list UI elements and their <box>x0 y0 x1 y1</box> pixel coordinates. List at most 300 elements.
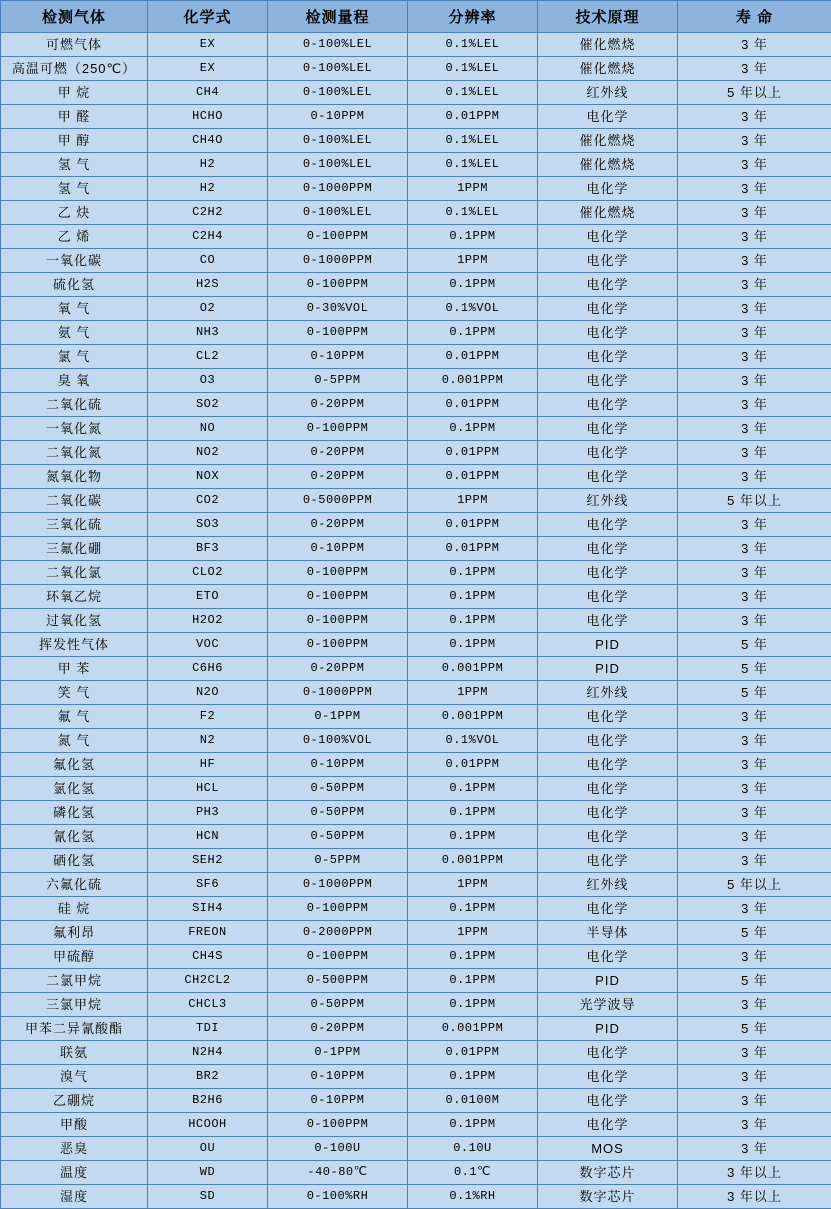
cell-range: 0-2000PPM <box>268 921 408 945</box>
cell-formula: HF <box>148 753 268 777</box>
cell-gas: 挥发性气体 <box>1 633 148 657</box>
cell-resolution: 0.1PPM <box>408 969 538 993</box>
cell-formula: TDI <box>148 1017 268 1041</box>
cell-lifespan: 3 年 <box>678 225 831 249</box>
table-row <box>1 897 831 921</box>
cell-lifespan: 3 年 <box>678 513 831 537</box>
cell-resolution: 0.1PPM <box>408 417 538 441</box>
table-row <box>1 945 831 969</box>
cell-technology: 电化学 <box>538 321 678 345</box>
cell-range: 0-50PPM <box>268 777 408 801</box>
table-row <box>1 657 831 681</box>
cell-range: 0-100PPM <box>268 585 408 609</box>
cell-formula: FREON <box>148 921 268 945</box>
cell-gas: 过氧化氢 <box>1 609 148 633</box>
cell-gas: 甲 醇 <box>1 129 148 153</box>
table-row <box>1 1185 831 1209</box>
cell-lifespan: 3 年 <box>678 201 831 225</box>
table-row <box>1 1017 831 1041</box>
cell-formula: NO2 <box>148 441 268 465</box>
cell-lifespan: 5 年 <box>678 921 831 945</box>
cell-technology: PID <box>538 969 678 993</box>
cell-range: 0-5PPM <box>268 849 408 873</box>
cell-technology: 红外线 <box>538 873 678 897</box>
table-row <box>1 1137 831 1161</box>
cell-technology: 电化学 <box>538 945 678 969</box>
cell-lifespan: 3 年 <box>678 297 831 321</box>
cell-formula: B2H6 <box>148 1089 268 1113</box>
table-row <box>1 513 831 537</box>
cell-technology: 光学波导 <box>538 993 678 1017</box>
cell-lifespan: 3 年以上 <box>678 1185 831 1209</box>
cell-range: 0-10PPM <box>268 105 408 129</box>
table-row <box>1 249 831 273</box>
cell-gas: 氟 气 <box>1 705 148 729</box>
cell-lifespan: 3 年 <box>678 345 831 369</box>
cell-technology: 电化学 <box>538 513 678 537</box>
cell-resolution: 0.10U <box>408 1137 538 1161</box>
cell-resolution: 0.001PPM <box>408 1017 538 1041</box>
cell-lifespan: 3 年 <box>678 417 831 441</box>
cell-technology: 半导体 <box>538 921 678 945</box>
cell-technology: 电化学 <box>538 777 678 801</box>
cell-formula: C6H6 <box>148 657 268 681</box>
table-row <box>1 801 831 825</box>
cell-formula: HCHO <box>148 105 268 129</box>
table-row <box>1 57 831 81</box>
cell-lifespan: 3 年 <box>678 465 831 489</box>
cell-resolution: 0.01PPM <box>408 753 538 777</box>
cell-lifespan: 3 年 <box>678 825 831 849</box>
cell-technology: 电化学 <box>538 1041 678 1065</box>
cell-gas: 甲 烷 <box>1 81 148 105</box>
table-row <box>1 321 831 345</box>
cell-gas: 氢 气 <box>1 177 148 201</box>
cell-resolution: 0.1PPM <box>408 273 538 297</box>
cell-lifespan: 3 年 <box>678 33 831 57</box>
table-row <box>1 777 831 801</box>
cell-resolution: 0.1%VOL <box>408 729 538 753</box>
cell-technology: 电化学 <box>538 249 678 273</box>
cell-resolution: 1PPM <box>408 921 538 945</box>
cell-resolution: 0.1%VOL <box>408 297 538 321</box>
cell-range: 0-100PPM <box>268 225 408 249</box>
cell-range: 0-100PPM <box>268 561 408 585</box>
cell-technology: 电化学 <box>538 801 678 825</box>
cell-range: 0-100PPM <box>268 945 408 969</box>
cell-technology: 电化学 <box>538 417 678 441</box>
cell-lifespan: 3 年 <box>678 993 831 1017</box>
cell-gas: 氰化氢 <box>1 825 148 849</box>
header-cell-lifespan: 寿 命 <box>678 1 831 33</box>
cell-gas: 甲苯二异氰酸酯 <box>1 1017 148 1041</box>
cell-range: 0-100%RH <box>268 1185 408 1209</box>
cell-resolution: 1PPM <box>408 177 538 201</box>
cell-gas: 臭 氧 <box>1 369 148 393</box>
cell-lifespan: 3 年 <box>678 393 831 417</box>
table-row <box>1 393 831 417</box>
cell-gas: 甲 苯 <box>1 657 148 681</box>
cell-resolution: 0.1PPM <box>408 321 538 345</box>
cell-resolution: 0.1%LEL <box>408 129 538 153</box>
cell-formula: CO2 <box>148 489 268 513</box>
cell-technology: 催化燃烧 <box>538 201 678 225</box>
table-row <box>1 81 831 105</box>
cell-resolution: 0.1PPM <box>408 825 538 849</box>
cell-technology: 电化学 <box>538 297 678 321</box>
table-row <box>1 609 831 633</box>
cell-gas: 高温可燃（250℃） <box>1 57 148 81</box>
cell-range: 0-5PPM <box>268 369 408 393</box>
table-row <box>1 969 831 993</box>
cell-resolution: 0.0100M <box>408 1089 538 1113</box>
cell-resolution: 1PPM <box>408 873 538 897</box>
cell-lifespan: 3 年 <box>678 249 831 273</box>
table-row <box>1 993 831 1017</box>
cell-range: 0-20PPM <box>268 465 408 489</box>
cell-formula: CL2 <box>148 345 268 369</box>
cell-formula: CH2CL2 <box>148 969 268 993</box>
cell-gas: 可燃气体 <box>1 33 148 57</box>
cell-range: 0-100%LEL <box>268 153 408 177</box>
cell-range: 0-100%LEL <box>268 57 408 81</box>
cell-technology: 电化学 <box>538 585 678 609</box>
table-row <box>1 753 831 777</box>
cell-gas: 乙硼烷 <box>1 1089 148 1113</box>
cell-formula: H2 <box>148 153 268 177</box>
cell-lifespan: 5 年以上 <box>678 873 831 897</box>
cell-gas: 二氯甲烷 <box>1 969 148 993</box>
cell-range: 0-50PPM <box>268 993 408 1017</box>
cell-technology: 数字芯片 <box>538 1185 678 1209</box>
cell-range: 0-50PPM <box>268 801 408 825</box>
cell-lifespan: 5 年以上 <box>678 489 831 513</box>
cell-formula: CO <box>148 249 268 273</box>
cell-resolution: 0.1%RH <box>408 1185 538 1209</box>
header-row <box>1 1 831 33</box>
cell-lifespan: 3 年 <box>678 57 831 81</box>
cell-lifespan: 3 年 <box>678 801 831 825</box>
cell-technology: 电化学 <box>538 393 678 417</box>
cell-range: 0-5000PPM <box>268 489 408 513</box>
cell-formula: HCOOH <box>148 1113 268 1137</box>
cell-formula: SEH2 <box>148 849 268 873</box>
cell-formula: CHCL3 <box>148 993 268 1017</box>
cell-formula: BF3 <box>148 537 268 561</box>
cell-gas: 硫化氢 <box>1 273 148 297</box>
cell-lifespan: 3 年 <box>678 369 831 393</box>
table-row <box>1 1041 831 1065</box>
cell-lifespan: 3 年 <box>678 273 831 297</box>
cell-resolution: 0.1PPM <box>408 777 538 801</box>
cell-resolution: 0.1PPM <box>408 561 538 585</box>
cell-range: 0-1000PPM <box>268 177 408 201</box>
cell-technology: 电化学 <box>538 609 678 633</box>
cell-formula: O3 <box>148 369 268 393</box>
cell-technology: 电化学 <box>538 345 678 369</box>
cell-lifespan: 3 年 <box>678 537 831 561</box>
cell-range: 0-100PPM <box>268 633 408 657</box>
cell-gas: 六氟化硫 <box>1 873 148 897</box>
cell-technology: 电化学 <box>538 1089 678 1113</box>
cell-resolution: 0.1PPM <box>408 945 538 969</box>
table-row <box>1 585 831 609</box>
cell-range: 0-1000PPM <box>268 681 408 705</box>
cell-resolution: 0.1PPM <box>408 225 538 249</box>
cell-lifespan: 3 年 <box>678 849 831 873</box>
cell-range: 0-1000PPM <box>268 249 408 273</box>
cell-range: 0-10PPM <box>268 1065 408 1089</box>
header-cell-range: 检测量程 <box>268 1 408 33</box>
cell-gas: 湿度 <box>1 1185 148 1209</box>
cell-formula: N2 <box>148 729 268 753</box>
cell-technology: 红外线 <box>538 489 678 513</box>
cell-technology: 电化学 <box>538 1065 678 1089</box>
table-row <box>1 105 831 129</box>
cell-gas: 氧 气 <box>1 297 148 321</box>
cell-lifespan: 5 年 <box>678 657 831 681</box>
cell-gas: 乙 烯 <box>1 225 148 249</box>
cell-gas: 甲 醛 <box>1 105 148 129</box>
cell-lifespan: 3 年 <box>678 945 831 969</box>
cell-lifespan: 5 年 <box>678 1017 831 1041</box>
cell-formula: EX <box>148 57 268 81</box>
cell-formula: SF6 <box>148 873 268 897</box>
cell-formula: HCN <box>148 825 268 849</box>
cell-lifespan: 3 年 <box>678 153 831 177</box>
cell-formula: NOX <box>148 465 268 489</box>
cell-range: 0-100%LEL <box>268 33 408 57</box>
table-row <box>1 561 831 585</box>
cell-technology: 红外线 <box>538 81 678 105</box>
cell-range: 0-20PPM <box>268 513 408 537</box>
table-row <box>1 225 831 249</box>
cell-formula: O2 <box>148 297 268 321</box>
header-cell-technology: 技术原理 <box>538 1 678 33</box>
table-row <box>1 345 831 369</box>
cell-resolution: 1PPM <box>408 681 538 705</box>
cell-resolution: 0.1PPM <box>408 633 538 657</box>
cell-gas: 二氧化硫 <box>1 393 148 417</box>
cell-range: 0-100PPM <box>268 273 408 297</box>
cell-formula: H2S <box>148 273 268 297</box>
cell-range: 0-10PPM <box>268 345 408 369</box>
cell-technology: 数字芯片 <box>538 1161 678 1185</box>
cell-resolution: 0.1%LEL <box>408 201 538 225</box>
cell-resolution: 0.01PPM <box>408 441 538 465</box>
cell-technology: 电化学 <box>538 825 678 849</box>
cell-technology: 电化学 <box>538 177 678 201</box>
cell-range: 0-1PPM <box>268 1041 408 1065</box>
cell-technology: 催化燃烧 <box>538 153 678 177</box>
cell-technology: 电化学 <box>538 273 678 297</box>
cell-formula: H2O2 <box>148 609 268 633</box>
cell-formula: BR2 <box>148 1065 268 1089</box>
cell-formula: CH4S <box>148 945 268 969</box>
cell-resolution: 0.1PPM <box>408 609 538 633</box>
cell-formula: SO2 <box>148 393 268 417</box>
cell-lifespan: 3 年 <box>678 441 831 465</box>
cell-formula: SD <box>148 1185 268 1209</box>
cell-resolution: 0.001PPM <box>408 849 538 873</box>
cell-technology: 催化燃烧 <box>538 33 678 57</box>
cell-formula: SIH4 <box>148 897 268 921</box>
table-row <box>1 1065 831 1089</box>
cell-gas: 二氧化氯 <box>1 561 148 585</box>
table-row <box>1 273 831 297</box>
cell-range: 0-20PPM <box>268 441 408 465</box>
cell-lifespan: 5 年以上 <box>678 81 831 105</box>
cell-lifespan: 3 年 <box>678 561 831 585</box>
cell-formula: PH3 <box>148 801 268 825</box>
table-row <box>1 297 831 321</box>
cell-lifespan: 3 年 <box>678 129 831 153</box>
cell-lifespan: 3 年 <box>678 705 831 729</box>
header-cell-resolution: 分辨率 <box>408 1 538 33</box>
table-row <box>1 1113 831 1137</box>
cell-range: 0-20PPM <box>268 657 408 681</box>
table-row <box>1 417 831 441</box>
cell-gas: 磷化氢 <box>1 801 148 825</box>
cell-range: 0-1000PPM <box>268 873 408 897</box>
cell-technology: 电化学 <box>538 897 678 921</box>
cell-resolution: 1PPM <box>408 489 538 513</box>
cell-range: 0-500PPM <box>268 969 408 993</box>
cell-resolution: 1PPM <box>408 249 538 273</box>
cell-lifespan: 3 年 <box>678 105 831 129</box>
cell-formula: CLO2 <box>148 561 268 585</box>
cell-range: 0-100PPM <box>268 321 408 345</box>
cell-resolution: 0.001PPM <box>408 369 538 393</box>
cell-lifespan: 3 年 <box>678 321 831 345</box>
cell-lifespan: 3 年 <box>678 177 831 201</box>
cell-lifespan: 5 年 <box>678 633 831 657</box>
cell-gas: 氮 气 <box>1 729 148 753</box>
cell-range: 0-20PPM <box>268 1017 408 1041</box>
cell-lifespan: 3 年 <box>678 609 831 633</box>
cell-formula: F2 <box>148 705 268 729</box>
cell-range: 0-10PPM <box>268 537 408 561</box>
cell-resolution: 0.01PPM <box>408 513 538 537</box>
table-row <box>1 369 831 393</box>
cell-gas: 氨 气 <box>1 321 148 345</box>
cell-resolution: 0.1PPM <box>408 585 538 609</box>
cell-technology: 电化学 <box>538 561 678 585</box>
cell-formula: ETO <box>148 585 268 609</box>
cell-resolution: 0.1PPM <box>408 897 538 921</box>
cell-formula: CH4 <box>148 81 268 105</box>
cell-range: 0-100PPM <box>268 897 408 921</box>
table-row <box>1 153 831 177</box>
cell-lifespan: 3 年 <box>678 1089 831 1113</box>
header-cell-gas: 检测气体 <box>1 1 148 33</box>
cell-gas: 一氧化氮 <box>1 417 148 441</box>
cell-technology: 电化学 <box>538 105 678 129</box>
table-row <box>1 1161 831 1185</box>
cell-range: 0-20PPM <box>268 393 408 417</box>
cell-technology: PID <box>538 1017 678 1041</box>
table-row <box>1 825 831 849</box>
table-header <box>1 1 831 33</box>
table-row <box>1 177 831 201</box>
cell-technology: 红外线 <box>538 681 678 705</box>
cell-resolution: 0.1%LEL <box>408 153 538 177</box>
cell-gas: 甲硫醇 <box>1 945 148 969</box>
cell-technology: 催化燃烧 <box>538 57 678 81</box>
cell-gas: 笑 气 <box>1 681 148 705</box>
cell-resolution: 0.01PPM <box>408 105 538 129</box>
cell-resolution: 0.1%LEL <box>408 81 538 105</box>
cell-formula: WD <box>148 1161 268 1185</box>
cell-formula: CH4O <box>148 129 268 153</box>
table-row <box>1 33 831 57</box>
cell-lifespan: 3 年 <box>678 585 831 609</box>
cell-gas: 氟化氢 <box>1 753 148 777</box>
cell-technology: 电化学 <box>538 441 678 465</box>
cell-formula: NH3 <box>148 321 268 345</box>
cell-technology: 电化学 <box>538 753 678 777</box>
cell-lifespan: 5 年 <box>678 969 831 993</box>
cell-lifespan: 3 年 <box>678 1041 831 1065</box>
cell-range: 0-100%LEL <box>268 81 408 105</box>
table-row <box>1 441 831 465</box>
cell-gas: 联氨 <box>1 1041 148 1065</box>
cell-range: 0-10PPM <box>268 753 408 777</box>
cell-range: -40-80℃ <box>268 1161 408 1185</box>
cell-technology: 电化学 <box>538 225 678 249</box>
cell-resolution: 0.1℃ <box>408 1161 538 1185</box>
cell-range: 0-1PPM <box>268 705 408 729</box>
cell-technology: 电化学 <box>538 465 678 489</box>
cell-gas: 氢 气 <box>1 153 148 177</box>
cell-gas: 甲酸 <box>1 1113 148 1137</box>
cell-lifespan: 3 年 <box>678 1113 831 1137</box>
cell-gas: 环氧乙烷 <box>1 585 148 609</box>
cell-gas: 二氧化碳 <box>1 489 148 513</box>
cell-formula: N2H4 <box>148 1041 268 1065</box>
table-row <box>1 921 831 945</box>
cell-gas: 一氧化碳 <box>1 249 148 273</box>
cell-range: 0-100PPM <box>268 609 408 633</box>
cell-resolution: 0.1%LEL <box>408 57 538 81</box>
table-row <box>1 873 831 897</box>
cell-technology: 电化学 <box>538 369 678 393</box>
cell-resolution: 0.01PPM <box>408 465 538 489</box>
cell-technology: 电化学 <box>538 849 678 873</box>
cell-resolution: 0.1PPM <box>408 1113 538 1137</box>
table-row <box>1 729 831 753</box>
cell-range: 0-100PPM <box>268 417 408 441</box>
cell-range: 0-100%LEL <box>268 129 408 153</box>
table-row <box>1 849 831 873</box>
cell-formula: C2H4 <box>148 225 268 249</box>
cell-technology: PID <box>538 657 678 681</box>
header-cell-formula: 化学式 <box>148 1 268 33</box>
cell-resolution: 0.01PPM <box>408 345 538 369</box>
cell-lifespan: 3 年 <box>678 777 831 801</box>
cell-gas: 温度 <box>1 1161 148 1185</box>
cell-lifespan: 3 年 <box>678 729 831 753</box>
cell-formula: SO3 <box>148 513 268 537</box>
cell-gas: 二氧化氮 <box>1 441 148 465</box>
cell-resolution: 0.001PPM <box>408 657 538 681</box>
cell-lifespan: 5 年 <box>678 681 831 705</box>
cell-gas: 三氧化硫 <box>1 513 148 537</box>
cell-gas: 溴气 <box>1 1065 148 1089</box>
table-row <box>1 201 831 225</box>
cell-resolution: 0.1PPM <box>408 1065 538 1089</box>
cell-technology: 电化学 <box>538 729 678 753</box>
